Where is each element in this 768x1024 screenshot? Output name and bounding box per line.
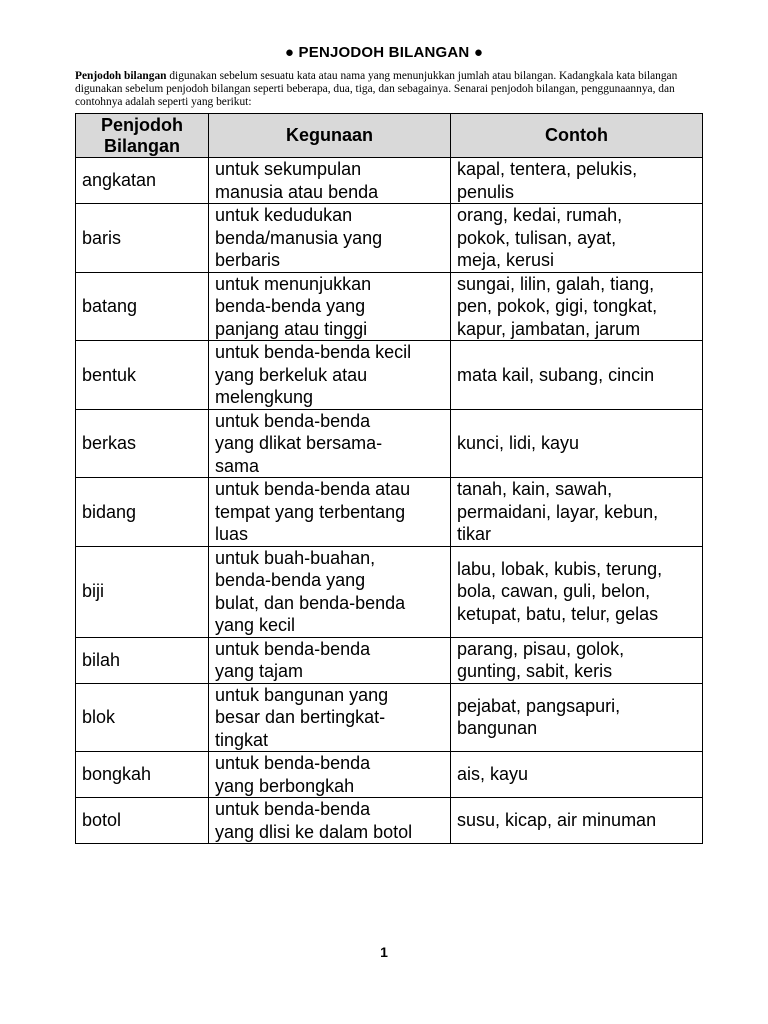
page-title: ● PENJODOH BILANGAN ● bbox=[284, 44, 484, 61]
cell-kegunaan: untuk benda-benda yang berbongkah bbox=[209, 752, 451, 798]
table-row bbox=[76, 478, 703, 547]
cell-contoh: pejabat, pangsapuri, bangunan bbox=[451, 683, 703, 752]
intro-text: digunakan sebelum sesuatu kata atau nama yang menunjukkan jumlah atau bilangan. Kadangkala kata bilangan digunakan sebelum penjodoh bilangan seperti beberapa, dua, tiga, dan sebagainya. Senarai penjodoh bilangan, penggunaannya, dan contohnya adalah seperti yang berikut: bbox=[75, 70, 678, 108]
cell-contoh: mata kail, subang, cincin bbox=[451, 341, 703, 410]
cell-contoh: tanah, kain, sawah, permaidani, layar, kebun, tikar bbox=[451, 478, 703, 547]
cell-contoh: parang, pisau, golok, gunting, sabit, keris bbox=[451, 637, 703, 683]
cell-kegunaan: untuk benda-benda yang dlisi ke dalam botol bbox=[209, 798, 451, 844]
intro-term: Penjodoh bilangan bbox=[75, 70, 167, 82]
cell-penjodoh: biji bbox=[76, 546, 209, 637]
cell-kegunaan: untuk kedudukan benda/manusia yang berbaris bbox=[209, 204, 451, 273]
cell-penjodoh: bilah bbox=[76, 637, 209, 683]
table-row bbox=[76, 204, 703, 273]
table-row bbox=[76, 409, 703, 478]
cell-contoh: susu, kicap, air minuman bbox=[451, 798, 703, 844]
cell-penjodoh: bentuk bbox=[76, 341, 209, 410]
cell-penjodoh: batang bbox=[76, 272, 209, 341]
cell-penjodoh: angkatan bbox=[76, 158, 209, 204]
cell-kegunaan: untuk benda-benda atau tempat yang terbentang luas bbox=[209, 478, 451, 547]
cell-penjodoh: blok bbox=[76, 683, 209, 752]
table-row bbox=[76, 341, 703, 410]
cell-contoh: orang, kedai, rumah, pokok, tulisan, ayat, meja, kerusi bbox=[451, 204, 703, 273]
cell-kegunaan: untuk benda-benda yang tajam bbox=[209, 637, 451, 683]
header-contoh: Contoh bbox=[451, 114, 703, 158]
cell-kegunaan: untuk bangunan yang besar dan bertingkat- tingkat bbox=[209, 683, 451, 752]
header-kegunaan: Kegunaan bbox=[209, 114, 451, 158]
table-row bbox=[76, 683, 703, 752]
page-number: 1 bbox=[380, 944, 388, 960]
table-row bbox=[76, 546, 703, 637]
cell-contoh: kapal, tentera, pelukis, penulis bbox=[451, 158, 703, 204]
cell-penjodoh: bongkah bbox=[76, 752, 209, 798]
table-row bbox=[76, 272, 703, 341]
cell-kegunaan: untuk buah-buahan, benda-benda yang bulat, dan benda-benda yang kecil bbox=[209, 546, 451, 637]
table-row bbox=[76, 798, 703, 844]
table-row bbox=[76, 158, 703, 204]
cell-penjodoh: berkas bbox=[76, 409, 209, 478]
cell-contoh: ais, kayu bbox=[451, 752, 703, 798]
cell-penjodoh: baris bbox=[76, 204, 209, 273]
penjodoh-bilangan-table bbox=[75, 113, 703, 844]
intro-paragraph bbox=[75, 70, 701, 109]
cell-penjodoh: botol bbox=[76, 798, 209, 844]
cell-contoh: labu, lobak, kubis, terung, bola, cawan, guli, belon, ketupat, batu, telur, gelas bbox=[451, 546, 703, 637]
cell-kegunaan: untuk sekumpulan manusia atau benda bbox=[209, 158, 451, 204]
header-penjodoh: Penjodoh Bilangan bbox=[76, 114, 209, 158]
cell-kegunaan: untuk benda-benda yang dlikat bersama- sama bbox=[209, 409, 451, 478]
cell-kegunaan: untuk menunjukkan benda-benda yang panjang atau tinggi bbox=[209, 272, 451, 341]
cell-contoh: sungai, lilin, galah, tiang, pen, pokok, gigi, tongkat, kapur, jambatan, jarum bbox=[451, 272, 703, 341]
table-header-row bbox=[76, 114, 703, 158]
cell-penjodoh: bidang bbox=[76, 478, 209, 547]
table-row bbox=[76, 752, 703, 798]
table-row bbox=[76, 637, 703, 683]
cell-kegunaan: untuk benda-benda kecil yang berkeluk atau melengkung bbox=[209, 341, 451, 410]
cell-contoh: kunci, lidi, kayu bbox=[451, 409, 703, 478]
